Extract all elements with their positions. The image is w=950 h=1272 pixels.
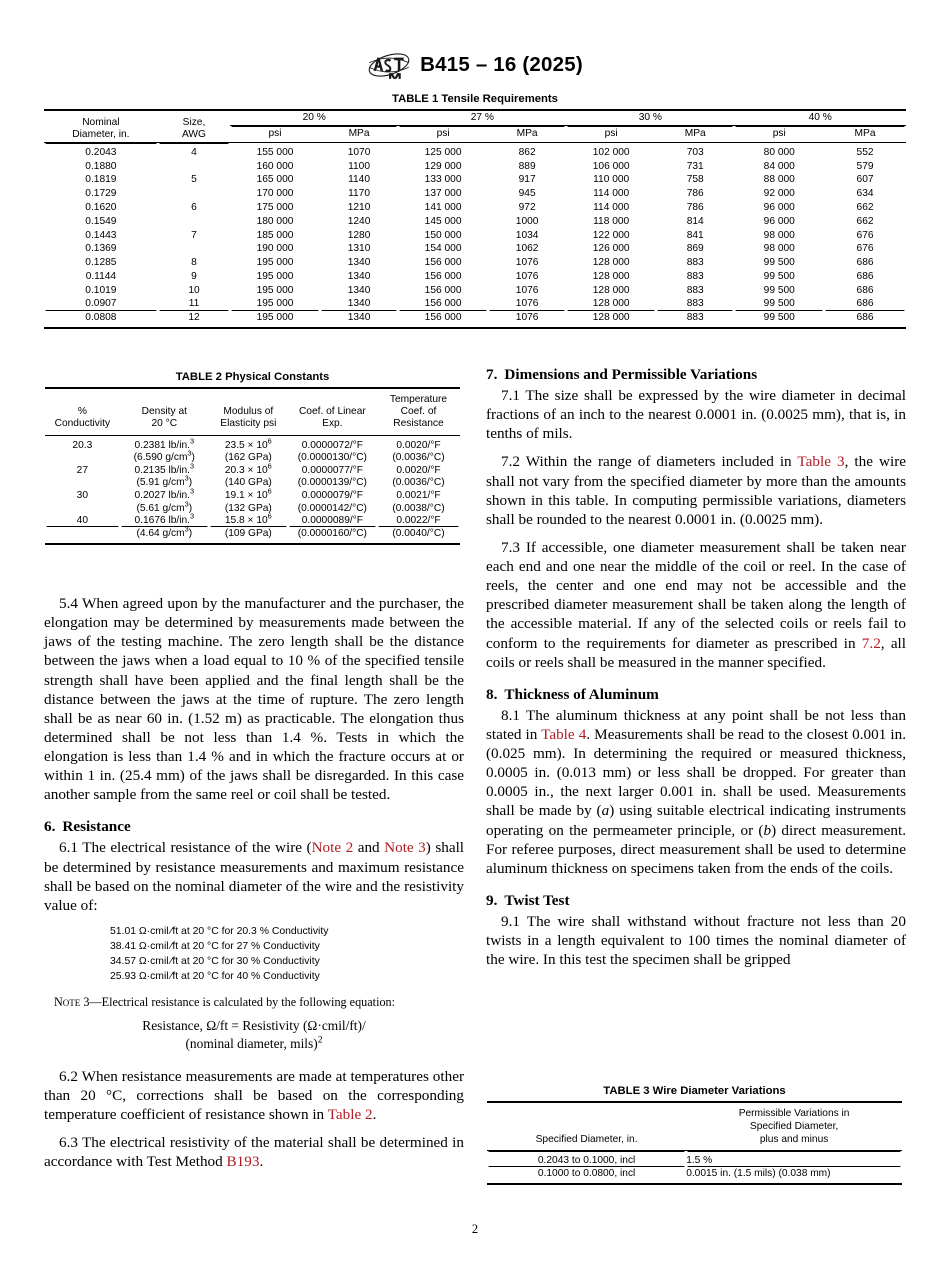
- paragraph-9-1: 9.1 The wire shall withstand without fracture not less than 20 twists in a length equivalent to 100 times the nominal diameter of the wire. In this test the specimen shall be gripped: [486, 912, 906, 969]
- paragraph-8-1-part-c: ) using suitable electrical indicating instruments operating on the permeameter principle, or (: [486, 802, 906, 839]
- table-1-cell-m30: 883: [686, 284, 704, 296]
- table-1-spanner-20: 20 %: [230, 110, 398, 126]
- paragraph-7-1: 7.1 The size shall be expressed by the wire diameter in decimal fractions of an inch to the nearest 0.0001 in. (0.0025 mm), that is, in tenths of mils.: [486, 387, 906, 443]
- table-1-cell-m20: 1100: [348, 160, 370, 172]
- section-heading-8: [486, 686, 906, 704]
- paragraph-5-4: 5.4 When agreed upon by the manufacturer and the purchaser, the elongation may be determined by measurements made between the jaws of the testing machine. The zero length shall be the distance between the jaws when a load equal to 10 % of the specified tensile strength shall have been applied and the final length shall be the distance between the jaws at the time of rupture. The zero length shall be as near 60 in. (1.52 m) as practicable. The elongation thus determined shall be not less than 1.4 %. Tests in which the elongation is less than 1.4 % and in which the fracture occurs at or within 1 in. (25.4 mm) of the jaws shall be disregarded. In this case another sample from the same reel or coil shall be tested.: [44, 595, 464, 804]
- table-2-cell-coef-linear-exp: 0.0000079/°F: [301, 490, 363, 502]
- note-3-body: —Electrical resistance is calculated by the following equation:: [89, 995, 396, 1010]
- table-2-physical-constants: [45, 387, 460, 545]
- xref-b193[interactable]: B193: [226, 1153, 260, 1171]
- table-1-cell-p30: 118 000: [593, 215, 630, 227]
- table-2-cell-modulus-alt: (109 GPa): [209, 527, 288, 544]
- table-row: [44, 311, 906, 328]
- table-1-spanner-40: 40 %: [734, 110, 906, 126]
- table-1-cell-m30: 814: [686, 215, 704, 227]
- equation-line-2: (nominal diameter, mils)$^2$: [185, 1034, 323, 1052]
- table-1-col-size: Size, AWG: [158, 110, 230, 143]
- table-1-cell-diameter: 0.1285: [85, 257, 117, 269]
- paragraph-6-3-part-b: .: [259, 1153, 264, 1171]
- table-1-cell-p27: 156 000: [424, 298, 462, 310]
- equation-line-1: Resistance, Ω/ft = Resistivity (Ω·cmil/ft)/: [142, 1018, 366, 1034]
- table-1-cell-m27: 1076: [515, 270, 539, 282]
- table-1-cell-m27: 1000: [515, 215, 539, 227]
- table-2-cell-temp-coef-resistance: 0.0020/°F: [377, 435, 460, 451]
- paragraph-6-1-part-a: 6.1 The electrical resistance of the wire (: [59, 839, 312, 857]
- table-2-cell-temp-coef-resistance-alt: (0.0036/°C): [392, 477, 445, 489]
- table-2-cell-coef-linear-exp-alt: (0.0000130/°C): [297, 452, 367, 464]
- table-1-sub-psi-30: psi: [604, 128, 618, 140]
- table-2-cell-modulus: $15.8 \times 10^6$: [224, 511, 272, 527]
- table-1-cell-p30: 128 000: [592, 257, 630, 269]
- table-1-cell-m30: 731: [686, 160, 704, 172]
- table-1-cell-awg: [158, 159, 230, 173]
- table-2-cell-modulus: $20.3 \times 10^6$: [224, 461, 272, 476]
- paragraph-6-1: [44, 838, 464, 915]
- table-1-cell-m27: 889: [518, 160, 536, 172]
- note-3-label: Note 3: [54, 995, 90, 1010]
- paragraph-7-3-part-b: , all coils or reels shall be measured in the manner specified.: [486, 634, 906, 671]
- table-1-cell-p20: 195 000: [256, 257, 294, 269]
- paragraph-7-2: [486, 452, 906, 529]
- table-1-cell-p30: 126 000: [592, 243, 630, 255]
- table-1-cell-p20: 165 000: [256, 174, 294, 186]
- table-1-cell-m30: 883: [686, 270, 704, 282]
- table-2-header-cell-3: Coef. of Linear Exp.: [288, 388, 377, 435]
- section-8-number: 8.: [486, 685, 498, 703]
- table-row: [44, 214, 906, 228]
- resistance-equation: [44, 1017, 464, 1052]
- table-2-cell-conductivity-blank: [45, 527, 120, 544]
- page-number: 2: [471, 1222, 479, 1236]
- table-3-cell-specified-diameter: 0.1000 to 0.0800, incl: [487, 1167, 686, 1184]
- table-1-cell-m27: 1076: [515, 284, 539, 296]
- table-2-cell-coef-linear-exp-alt: (0.0000142/°C): [297, 502, 367, 514]
- table-row: [44, 297, 906, 311]
- xref-7-2[interactable]: 7.2: [861, 634, 881, 652]
- paragraph-6-2: [44, 1067, 464, 1124]
- table-1-cell-m40: 686: [856, 284, 874, 296]
- table-1-cell-p20: 195 000: [256, 284, 294, 296]
- table-1-cell-p40: 96 000: [763, 202, 795, 214]
- section-8-title: Thickness of Aluminum: [504, 685, 659, 703]
- paragraph-6-1-part-c: ) shall be determined by resistance measurements and maximum resistance shall be based on the nominal diameter of the wire and the resistivity value of:: [44, 839, 465, 914]
- table-2-cell-density-alt: (6.590 $g/cm^3$): [133, 448, 195, 464]
- table-1-cell-p40: 88 000: [763, 174, 795, 186]
- table-1-cell-diameter: 0.2043: [44, 143, 158, 159]
- table-1-cell-m40: 686: [824, 311, 906, 328]
- table-1-cell-awg: 6: [191, 202, 197, 214]
- table-1-cell-p27: 156 000: [424, 270, 462, 282]
- table-1-cell-p20: 170 000: [256, 188, 294, 200]
- left-text-column: [44, 594, 464, 1171]
- table-2-cell-conductivity: 30: [76, 490, 89, 502]
- table-1-cell-diameter: 0.1880: [85, 160, 117, 172]
- xref-note-3[interactable]: Note 3: [384, 839, 426, 857]
- table-1-sub-mpa-40: MPa: [854, 128, 876, 140]
- table-3-cell-variation: 1.5 %: [686, 1151, 902, 1168]
- table-1-cell-p20: 195 000: [230, 311, 320, 328]
- paragraph-6-2-part-b: .: [372, 1106, 377, 1124]
- table-row: [45, 435, 460, 451]
- table-row: [44, 187, 906, 201]
- table-1-cell-m40: 686: [856, 270, 874, 282]
- section-heading-6: [44, 818, 464, 836]
- table-1-cell-p30: 114 000: [593, 188, 630, 200]
- table-2-caption: TABLE 2 Physical Constants: [175, 371, 330, 383]
- table-1-cell-p40: 99 500: [763, 257, 795, 269]
- table-2-cell-density: 0.2381 lb/in.$^3$: [120, 435, 209, 451]
- table-1-sub-psi-20: psi: [268, 128, 282, 140]
- table-1-cell-awg: 9: [191, 270, 197, 282]
- table-1-cell-m40: 579: [856, 160, 874, 172]
- paragraph-7-2-part-a: 7.2 Within the range of diameters included in: [501, 453, 798, 471]
- table-row: [44, 143, 906, 159]
- xref-table-4[interactable]: Table 4: [541, 725, 587, 743]
- table-2-cell-modulus-alt: (132 GPa): [224, 502, 272, 514]
- table-2-cell-conductivity: 27: [76, 464, 89, 476]
- list-item: 25.93 Ω·cmil ∕ft at 20 °C for 40 % Conductivity: [110, 971, 320, 983]
- table-1-cell-m27: 1076: [488, 311, 566, 328]
- paragraph-6-3: [44, 1133, 464, 1171]
- table-1-sub-mpa-20: MPa: [348, 128, 370, 140]
- paragraph-7-2-part-b: , the wire shall not vary from the specified diameter by more than the amounts shown in this table. In computing permissible variations, diameters shall be rounded to the nearest 0.0001 in. (0.0025 mm).: [486, 453, 906, 528]
- table-1-cell-m27: 1076: [515, 257, 539, 269]
- table-2-cell-temp-coef-resistance-alt: (0.0036/°C): [392, 452, 445, 464]
- paragraph-8-1-part-d: ) direct measurement. For referee purposes, direct measurement shall be used to determine aluminum thickness on specimens taken from the ends of the coils.: [486, 821, 906, 877]
- note-3-text: [44, 995, 464, 1010]
- paragraph-6-2-part-a: 6.2 When resistance measurements are made at temperatures other than 20 °C, corrections shall be based on the corresponding temperature coefficient of resistance shown in: [44, 1067, 464, 1124]
- table-1-spanner-27: 27 %: [398, 110, 566, 126]
- table-1-cell-awg: 7: [191, 229, 197, 241]
- table-1-cell-p20: 180 000: [256, 215, 294, 227]
- table-1-cell-p30: 114 000: [593, 202, 630, 214]
- table-1-cell-p40: 92 000: [763, 188, 795, 200]
- table-1-cell-diameter: 0.0808: [44, 311, 158, 328]
- paragraph-8-1: [486, 706, 906, 878]
- table-1-cell-m30: 883: [656, 311, 734, 328]
- table-1-cell-p40: 98 000: [763, 243, 795, 255]
- table-1-cell-m20: 1340: [347, 270, 371, 282]
- list-item: 38.41 Ω·cmil ∕ft at 20 °C for 27 % Conductivity: [110, 940, 320, 952]
- table-row: [44, 256, 906, 270]
- table-1-cell-m30: 786: [686, 202, 704, 214]
- table-2-cell-temp-coef-resistance: 0.0022/°F: [396, 515, 441, 527]
- table-1-cell-p20: 175 000: [256, 202, 294, 214]
- table-2-cell-conductivity: 40: [76, 515, 89, 527]
- table-1-cell-diameter: 0.1019: [85, 284, 117, 296]
- table-1-cell-m40: 607: [856, 174, 874, 186]
- table-3-col-permissible-variations: Permissible Variations in Specified Diameter, plus and minus: [686, 1102, 902, 1151]
- table-1-cell-m27: 1076: [515, 298, 539, 310]
- table-1-cell-m40: 676: [856, 243, 874, 255]
- table-2-cell-modulus: $19.1 \times 10^6$: [224, 486, 272, 502]
- table-2-cell-coef-linear-exp: 0.0000072/°F: [288, 435, 377, 451]
- table-row: [45, 452, 460, 465]
- table-1-cell-m40: 662: [856, 202, 874, 214]
- table-2-cell-density-alt: (4.64 $g/cm^3$): [120, 527, 209, 544]
- table-2-cell-coef-linear-exp: 0.0000089/°F: [301, 515, 363, 527]
- table-1-cell-p27: 154 000: [424, 243, 462, 255]
- list-marker-a: a: [601, 802, 610, 820]
- table-2-cell-temp-coef-resistance: 0.0021/°F: [396, 490, 441, 502]
- xref-note-2[interactable]: Note 2: [311, 839, 354, 857]
- table-1-body: [44, 143, 906, 328]
- table-1-cell-p20: 160 000: [256, 160, 294, 172]
- table-3-header-row: [487, 1102, 902, 1151]
- table-1-cell-m27: 1034: [515, 229, 539, 241]
- table-row: [44, 228, 906, 242]
- table-2-header-cell-4: Temperature Coef. of Resistance: [377, 388, 460, 435]
- table-row: [44, 201, 906, 215]
- table-1-cell-m20: 1240: [347, 215, 371, 227]
- paragraph-7-3-part-a: 7.3 If accessible, one diameter measurement shall be taken near each end and one near the middle of the coil or reel. In the case of reels, the center and one end may not be accessible and the prescribed diameter measurement shall be taken along the length of the accessible material. If any of the selected coils or reels fail to conform to the requirements for diameter as prescribed in: [486, 538, 906, 652]
- table-1-cell-awg: [158, 187, 230, 201]
- table-1-cell-p30: 128 000: [592, 298, 630, 310]
- table-1-cell-awg: 11: [188, 298, 200, 310]
- table-2-cell-density: 0.2027 lb/in.$^3$: [134, 486, 195, 502]
- section-6-title: Resistance: [62, 818, 131, 836]
- table-1-tensile-requirements: [44, 109, 906, 329]
- table-1-cell-p27: 156 000: [398, 311, 488, 328]
- table-1-cell-m20: 1170: [348, 188, 370, 200]
- table-2-cell-modulus: $23.5 \times 10^6$: [209, 435, 288, 451]
- table-1-spanner-30: 30 %: [566, 110, 734, 126]
- table-1-cell-p30: 106 000: [592, 160, 630, 172]
- section-9-title: Twist Test: [504, 891, 570, 909]
- table-1-cell-diameter: 0.1549: [85, 215, 117, 227]
- table-1-cell-p40: 96 000: [763, 215, 795, 227]
- table-2-cell-density: 0.1676 lb/in.$^3$: [134, 511, 195, 527]
- table-1-cell-m40: 634: [856, 188, 874, 200]
- table-1-cell-awg: 12: [158, 311, 230, 328]
- table-3-col-specified-diameter: Specified Diameter, in.: [487, 1102, 686, 1151]
- table-row: [487, 1151, 902, 1168]
- table-1-cell-p30: 122 000: [592, 229, 630, 241]
- table-row: [45, 477, 460, 490]
- table-row: [45, 502, 460, 515]
- table-3-container: [487, 1085, 902, 1185]
- table-2-cell-coef-linear-exp-alt: (0.0000139/°C): [297, 477, 367, 489]
- table-1-cell-m30: 883: [686, 257, 704, 269]
- table-row: [45, 527, 460, 544]
- table-2-header-cell-1: Density at 20 °C: [120, 388, 209, 435]
- paragraph-7-3: [486, 538, 906, 672]
- table-1-cell-p20: 155 000: [230, 143, 320, 159]
- table-1-cell-m20: 1210: [347, 202, 371, 214]
- table-row: [45, 514, 460, 527]
- table-2-body: [45, 435, 460, 544]
- table-1-cell-m30: 758: [686, 174, 704, 186]
- section-9-number: 9.: [486, 891, 498, 909]
- table-2-cell-temp-coef-resistance-alt: (0.0040/°C): [377, 527, 460, 544]
- table-1-cell-diameter: 0.1819: [85, 174, 117, 186]
- right-text-column: [486, 366, 906, 969]
- page-header: [0, 50, 950, 80]
- table-1-cell-p30: 102 000: [566, 143, 656, 159]
- table-2-cell-coef-linear-exp-alt: (0.0000160/°C): [288, 527, 377, 544]
- table-1-cell-p40: 99 500: [763, 298, 795, 310]
- table-2-cell-conductivity-blank: [45, 502, 120, 515]
- table-1-cell-p20: 195 000: [256, 298, 294, 310]
- table-row: [45, 489, 460, 502]
- document-designation: B415 – 16 (2025): [420, 53, 583, 76]
- astm-logo-icon: [367, 50, 411, 80]
- table-2-cell-temp-coef-resistance-alt: (0.0038/°C): [392, 502, 445, 514]
- table-1-cell-m20: 1310: [347, 243, 371, 255]
- table-1-cell-p27: 150 000: [424, 229, 462, 241]
- table-2-cell-density-alt: (5.91 $g/cm^3$): [136, 474, 193, 489]
- table-2-cell-conductivity-blank: [45, 477, 120, 490]
- resistivity-value-list: [44, 924, 464, 984]
- table-1-cell-p40: 99 500: [763, 270, 795, 282]
- table-1-cell-p27: 141 000: [424, 202, 462, 214]
- table-1-cell-m30: 786: [686, 188, 704, 200]
- table-1-sub-psi-27: psi: [436, 128, 450, 140]
- table-1-cell-diameter: 0.1620: [85, 202, 117, 214]
- xref-table-3[interactable]: Table 3: [797, 453, 845, 471]
- table-1-cell-diameter: 0.0907: [85, 298, 117, 310]
- table-1-cell-m30: 703: [656, 143, 734, 159]
- table-1-cell-p27: 129 000: [424, 160, 462, 172]
- table-row: [44, 159, 906, 173]
- table-1-cell-m27: 862: [488, 143, 566, 159]
- table-1-cell-p30: 128 000: [566, 311, 656, 328]
- table-1-cell-m40: 686: [856, 257, 874, 269]
- table-2-header-row: [45, 388, 460, 435]
- table-1-cell-m30: 883: [686, 298, 704, 310]
- table-1-cell-p27: 125 000: [398, 143, 488, 159]
- table-1-cell-awg: 5: [191, 174, 197, 186]
- table-1-cell-m20: 1140: [348, 174, 370, 186]
- equation-exponent: 2: [317, 1034, 323, 1046]
- table-1-cell-m20: 1280: [347, 229, 371, 241]
- table-row: [45, 464, 460, 477]
- table-3-caption: TABLE 3 Wire Diameter Variations: [603, 1085, 786, 1097]
- paragraph-8-1-part-b: . Measurements shall be read to the closest 0.001 in. (0.025 mm). In determining the required or measured thickness, 0.0005 in. (0.013 mm) or less shall be dropped. For greater than 0.0005 in., the next larger 0.001 in. shall be used. Measurements shall be made by (: [486, 725, 906, 820]
- table-1-cell-m20: 1340: [347, 298, 371, 310]
- table-1-cell-m27: 1062: [515, 243, 539, 255]
- table-1-cell-p40: 98 000: [763, 229, 795, 241]
- paragraph-6-3-part-a: 6.3 The electrical resistivity of the material shall be determined in accordance with Test Method: [44, 1134, 464, 1171]
- table-3-cell-variation: 0.0015 in. (1.5 mils) (0.038 mm): [686, 1167, 902, 1184]
- table-1-cell-diameter: 0.1144: [85, 270, 117, 282]
- table-2-cell-temp-coef-resistance: 0.0020/°F: [396, 464, 441, 476]
- xref-table-2[interactable]: Table 2: [327, 1106, 373, 1124]
- section-6-number: 6.: [44, 818, 56, 836]
- table-1-cell-m30: 841: [686, 229, 704, 241]
- table-1-cell-p30: 128 000: [592, 270, 630, 282]
- section-7-title: Dimensions and Permissible Variations: [504, 366, 758, 383]
- table-2-cell-conductivity: 20.3: [45, 435, 120, 451]
- table-1-sub-psi-40: psi: [772, 128, 786, 140]
- table-2-cell-conductivity-blank: [45, 452, 120, 465]
- table-1-cell-m20: 1070: [320, 143, 398, 159]
- table-1-cell-p27: 156 000: [424, 284, 462, 296]
- table-1-sub-mpa-30: MPa: [684, 128, 706, 140]
- table-1-cell-p30: 128 000: [592, 284, 630, 296]
- table-2-cell-coef-linear-exp: 0.0000077/°F: [301, 464, 363, 476]
- table-2-header-cell-0: % Conductivity: [45, 388, 120, 435]
- list-item: 34.57 Ω·cmil ∕ft at 20 °C for 30 % Conductivity: [110, 956, 320, 968]
- table-3-wire-diameter-variations: [487, 1101, 902, 1185]
- table-1-cell-p27: 133 000: [424, 174, 462, 186]
- table-1-cell-diameter: 0.1729: [85, 188, 117, 200]
- table-2-cell-density: 0.2135 lb/in.$^3$: [134, 461, 195, 476]
- table-1-cell-p40: 80 000: [734, 143, 824, 159]
- table-1-spanner-row: [44, 110, 906, 126]
- list-item: 51.01 Ω·cmil ∕ft at 20 °C for 20.3 % Conductivity: [110, 925, 329, 937]
- table-1-cell-m27: 917: [518, 174, 536, 186]
- table-2-cell-modulus-alt: (140 GPa): [224, 477, 272, 489]
- table-1-caption: TABLE 1 Tensile Requirements: [392, 93, 558, 105]
- table-1-cell-p20: 190 000: [256, 243, 294, 255]
- table-row: [487, 1167, 902, 1184]
- table-1-cell-m27: 972: [518, 202, 536, 214]
- table-1-cell-diameter: 0.1443: [85, 229, 117, 241]
- paragraph-6-1-part-b: and: [353, 839, 385, 857]
- table-1-cell-awg: 10: [188, 284, 200, 296]
- table-2-header-cell-2: Modulus of Elasticity psi: [209, 388, 288, 435]
- table-1-cell-p20: 195 000: [256, 270, 294, 282]
- table-1-sub-mpa-27: MPa: [516, 128, 538, 140]
- table-1-container: [44, 93, 906, 329]
- table-1-cell-m20: 1340: [347, 284, 371, 296]
- table-1-cell-awg: [158, 214, 230, 228]
- table-row: [44, 270, 906, 284]
- table-1-cell-m40: 662: [856, 215, 874, 227]
- table-1-cell-m40: 676: [856, 229, 874, 241]
- table-1-cell-p27: 145 000: [424, 215, 462, 227]
- table-2-cell-modulus-alt: (162 GPa): [224, 452, 272, 464]
- table-1-col-diameter: Nominal Diameter, in.: [44, 110, 158, 143]
- table-1-cell-diameter: 0.1369: [85, 243, 117, 255]
- table-1-cell-p40: 84 000: [763, 160, 795, 172]
- table-3-cell-specified-diameter: 0.2043 to 0.1000, incl: [487, 1151, 686, 1168]
- table-1-cell-awg: [158, 242, 230, 256]
- table-1-cell-p27: 156 000: [424, 257, 462, 269]
- table-2-container: [45, 371, 460, 545]
- table-1-cell-m30: 869: [686, 243, 704, 255]
- table-1-cell-p40: 99 500: [763, 284, 795, 296]
- table-2-cell-density-alt: (5.61 $g/cm^3$): [136, 499, 193, 514]
- table-1-cell-awg: 8: [191, 257, 197, 269]
- section-heading-9: [486, 892, 906, 910]
- table-1-cell-p40: 99 500: [734, 311, 824, 328]
- table-1-cell-m20: 1340: [320, 311, 398, 328]
- table-1-cell-m20: 1340: [347, 257, 371, 269]
- table-1-cell-p27: 137 000: [424, 188, 462, 200]
- table-row: [44, 173, 906, 187]
- section-heading-7: [486, 366, 906, 384]
- table-1-cell-m40: 686: [856, 298, 874, 310]
- table-1-cell-p20: 185 000: [256, 229, 294, 241]
- section-7-number: 7.: [486, 366, 498, 383]
- table-1-cell-awg: 4: [158, 143, 230, 159]
- list-marker-b: b: [763, 821, 772, 839]
- table-1-cell-p30: 110 000: [593, 174, 630, 186]
- table-1-cell-m40: 552: [824, 143, 906, 159]
- paragraph-8-1-part-a: 8.1 The aluminum thickness at any point shall be not less than stated in: [486, 706, 906, 743]
- table-row: [44, 283, 906, 297]
- table-1-cell-m27: 945: [518, 188, 536, 200]
- table-row: [44, 242, 906, 256]
- table-3-body: [487, 1151, 902, 1185]
